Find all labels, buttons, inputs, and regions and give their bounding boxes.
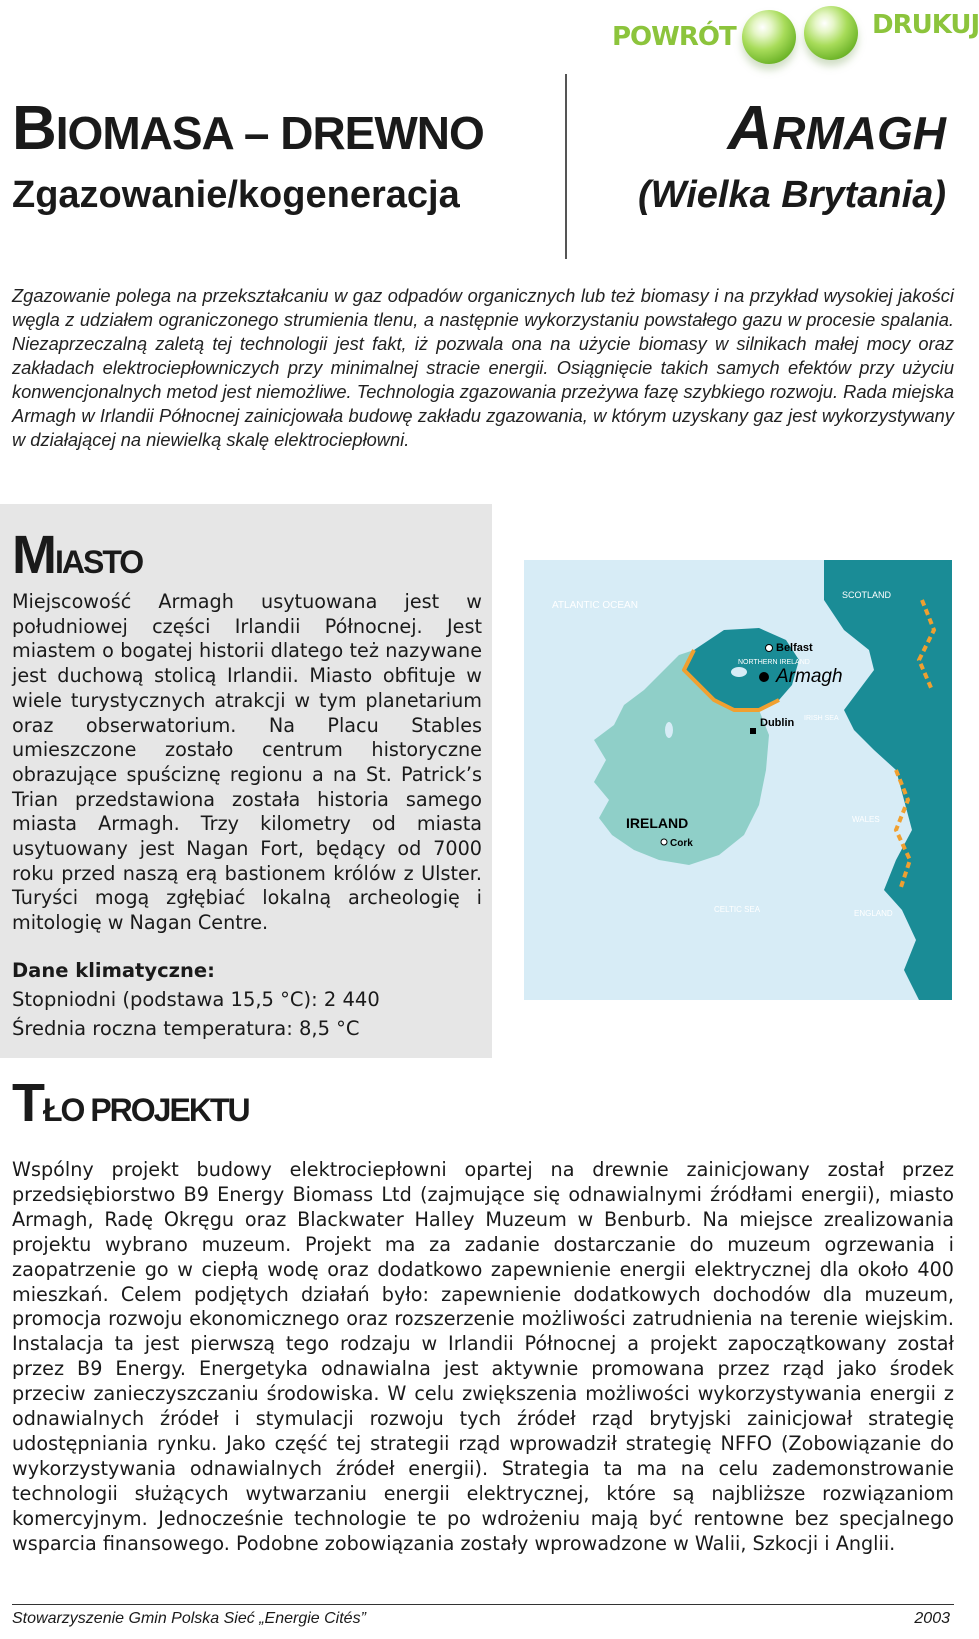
title-block-left: [12, 94, 552, 217]
location-title: ARMAGH: [727, 94, 946, 163]
map-label-scotland: SCOTLAND: [842, 590, 892, 600]
footer-rule: [12, 1604, 954, 1605]
back-label: POWRÓT: [612, 22, 736, 52]
city-heading: MIASTO: [12, 525, 143, 585]
city-description: Miejscowość Armagh usytuowana jest w południowej części Irlandii Północnej. Jest miastem o bogatej historii dlatego też nazywane jest duchową stolicą Irlandii. Miasto obfituje w wiele turystycznych atrakcji w tym planetarium oraz obserwatorium. Na Placu Stables umieszczone zostało centrum historyczne obrazujące spuściznę regionu a na St. Patrick’s Trian przedstawiona została historia samego miasta Armagh. Trzy kilometry od miasta usytuowany jest Nagan Fort, będący od 7000 roku przed naszą erą bastionem królów z Ulster. Turyści mogą zgłębiać lokalną archeologię i mitologię w Nagan Centre.: [12, 590, 482, 935]
dublin-marker-icon: [750, 728, 756, 734]
city-section: [0, 504, 492, 1058]
map-label-armagh: Armagh: [776, 666, 843, 687]
footer-organization: Stowarzyszenie Gmin Polska Sieć „Energie Cités”: [12, 1610, 366, 1627]
page-subtitle: Zgazowanie/kogeneracja: [12, 174, 460, 216]
lough-neagh: [731, 667, 747, 677]
location-map: [524, 560, 952, 1000]
map-label-irish-sea: IRISH SEA: [804, 715, 839, 722]
back-orb-icon: [742, 10, 796, 64]
map-label-atlantic: ATLANTIC OCEAN: [552, 600, 638, 611]
map-label-cork: Cork: [670, 838, 693, 849]
footer-year: 2003: [914, 1610, 950, 1627]
armagh-marker-icon: [759, 672, 769, 682]
climate-data: [12, 956, 482, 1043]
location-subtitle: (Wielka Brytania): [638, 174, 946, 216]
page-title: BIOMASA – DREWNO: [12, 94, 484, 163]
cork-marker-icon: [661, 839, 667, 845]
map-label-northern-ireland: NORTHERN IRELAND: [738, 659, 810, 666]
map-label-ireland: IRELAND: [626, 815, 689, 831]
map-label-belfast: Belfast: [776, 642, 813, 654]
print-label: DRUKUJ: [872, 10, 979, 40]
map-svg: [524, 560, 952, 1000]
belfast-marker-icon: [766, 645, 773, 652]
intro-paragraph: Zgazowanie polega na przekształcaniu w gaz odpadów organicznych lub też biomasy i na przykład wysokiej jakości węgla z udziałem ograniczonego strumienia tlenu, a następnie wykorzystaniu powstałego gazu w procesie spalania. Niezaprzeczalną zaletą tej technologii jest fakt, iż pozwala ona na użycie biomasy w silnikach małej mocy oraz zakładach elektrociepłowniczych przy minimalnej stracie energii. Osiągnięcie takich samych efektów przy użyciu konwencjonalnych metod jest niemożliwe. Technologia zgazowania przeżywa fazę szybkiego rozwoju. Rada miejska Armagh w Irlandii Północnej zainicjowała budowę zakładu zgazowania, w którym uzyskany gaz jest wykorzystywany w działającej na niewielką skalę elektrociepłowni.: [12, 285, 954, 450]
project-background-heading: TŁO PROJEKTU: [12, 1073, 249, 1133]
title-divider: [565, 74, 567, 259]
title-block-right: [638, 94, 946, 217]
map-label-england: ENGLAND: [854, 909, 893, 918]
project-background-text: Wspólny projekt budowy elektrociepłowni opartej na drewnie zainicjowany został przez przedsiębiorstwo B9 Energy Biomass Ltd (zajmujące się odnawialnymi źródłami energii), miasto Armagh, Radę Okręgu oraz Blackwater Halley Muzeum w Benburb. Na miejsce zrealizowania projektu wybrano muzeum. Projekt ma za zadanie dostarczanie do muzeum ogrzewania i zaopatrzenie go w ciepłą wodę oraz dodatkowo zapewnienie energii elektrycznej dla około 400 mieszkań. Celem podjętych działań było: zapewnienie dodatkowych dochodów dla muzeum, promocja rozwoju ekonomicznego oraz rozszerzenie możliwości zatrudnienia na terenie wiejskim. Instalacja ta jest pierwszą tego rodzaju w Irlandii Północnej a projekt zapoczątkowany został przez B9 Energy. Energetyka odnawialna jest aktywnie promowana przez rząd jako środek przeciw zanieczyszczaniu środowiska. W celu zwiększenia możliwości wykorzystywania energii z odnawialnych źródeł i stymulacji rozwoju tych źródeł rząd brytyjski zainicjował strategię udostępniania rynku. Jako część tej strategii rząd wprowadził strategię NFFO (Zobowiązanie do wykorzystywania odnawialnych źródeł energii). Strategia ta ma na celu zademonstrowanie technologii służących wytwarzaniu energii elektrycznej, które są najbliższe rozwiązaniom komercyjnym. Jednocześnie technologie te po wdrożeniu mają być rentowne bez specjalnego wsparcia finansowego. Podobne zobowiązania zostały wprowadzone w Walii, Szkocji i Anglii.: [12, 1158, 954, 1555]
climate-heading: Dane klimatyczne:: [12, 959, 215, 982]
map-label-dublin: Dublin: [760, 717, 795, 729]
print-orb-icon: [804, 6, 858, 60]
map-label-celtic-sea: CELTIC SEA: [714, 905, 761, 914]
climate-avg-temp: Średnia roczna temperatura: 8,5 °C: [12, 1017, 360, 1040]
map-label-wales: WALES: [852, 815, 880, 824]
climate-degree-days: Stopniodni (podstawa 15,5 °C): 2 440: [12, 988, 380, 1011]
print-button[interactable]: [808, 10, 979, 40]
back-button[interactable]: [612, 10, 796, 64]
